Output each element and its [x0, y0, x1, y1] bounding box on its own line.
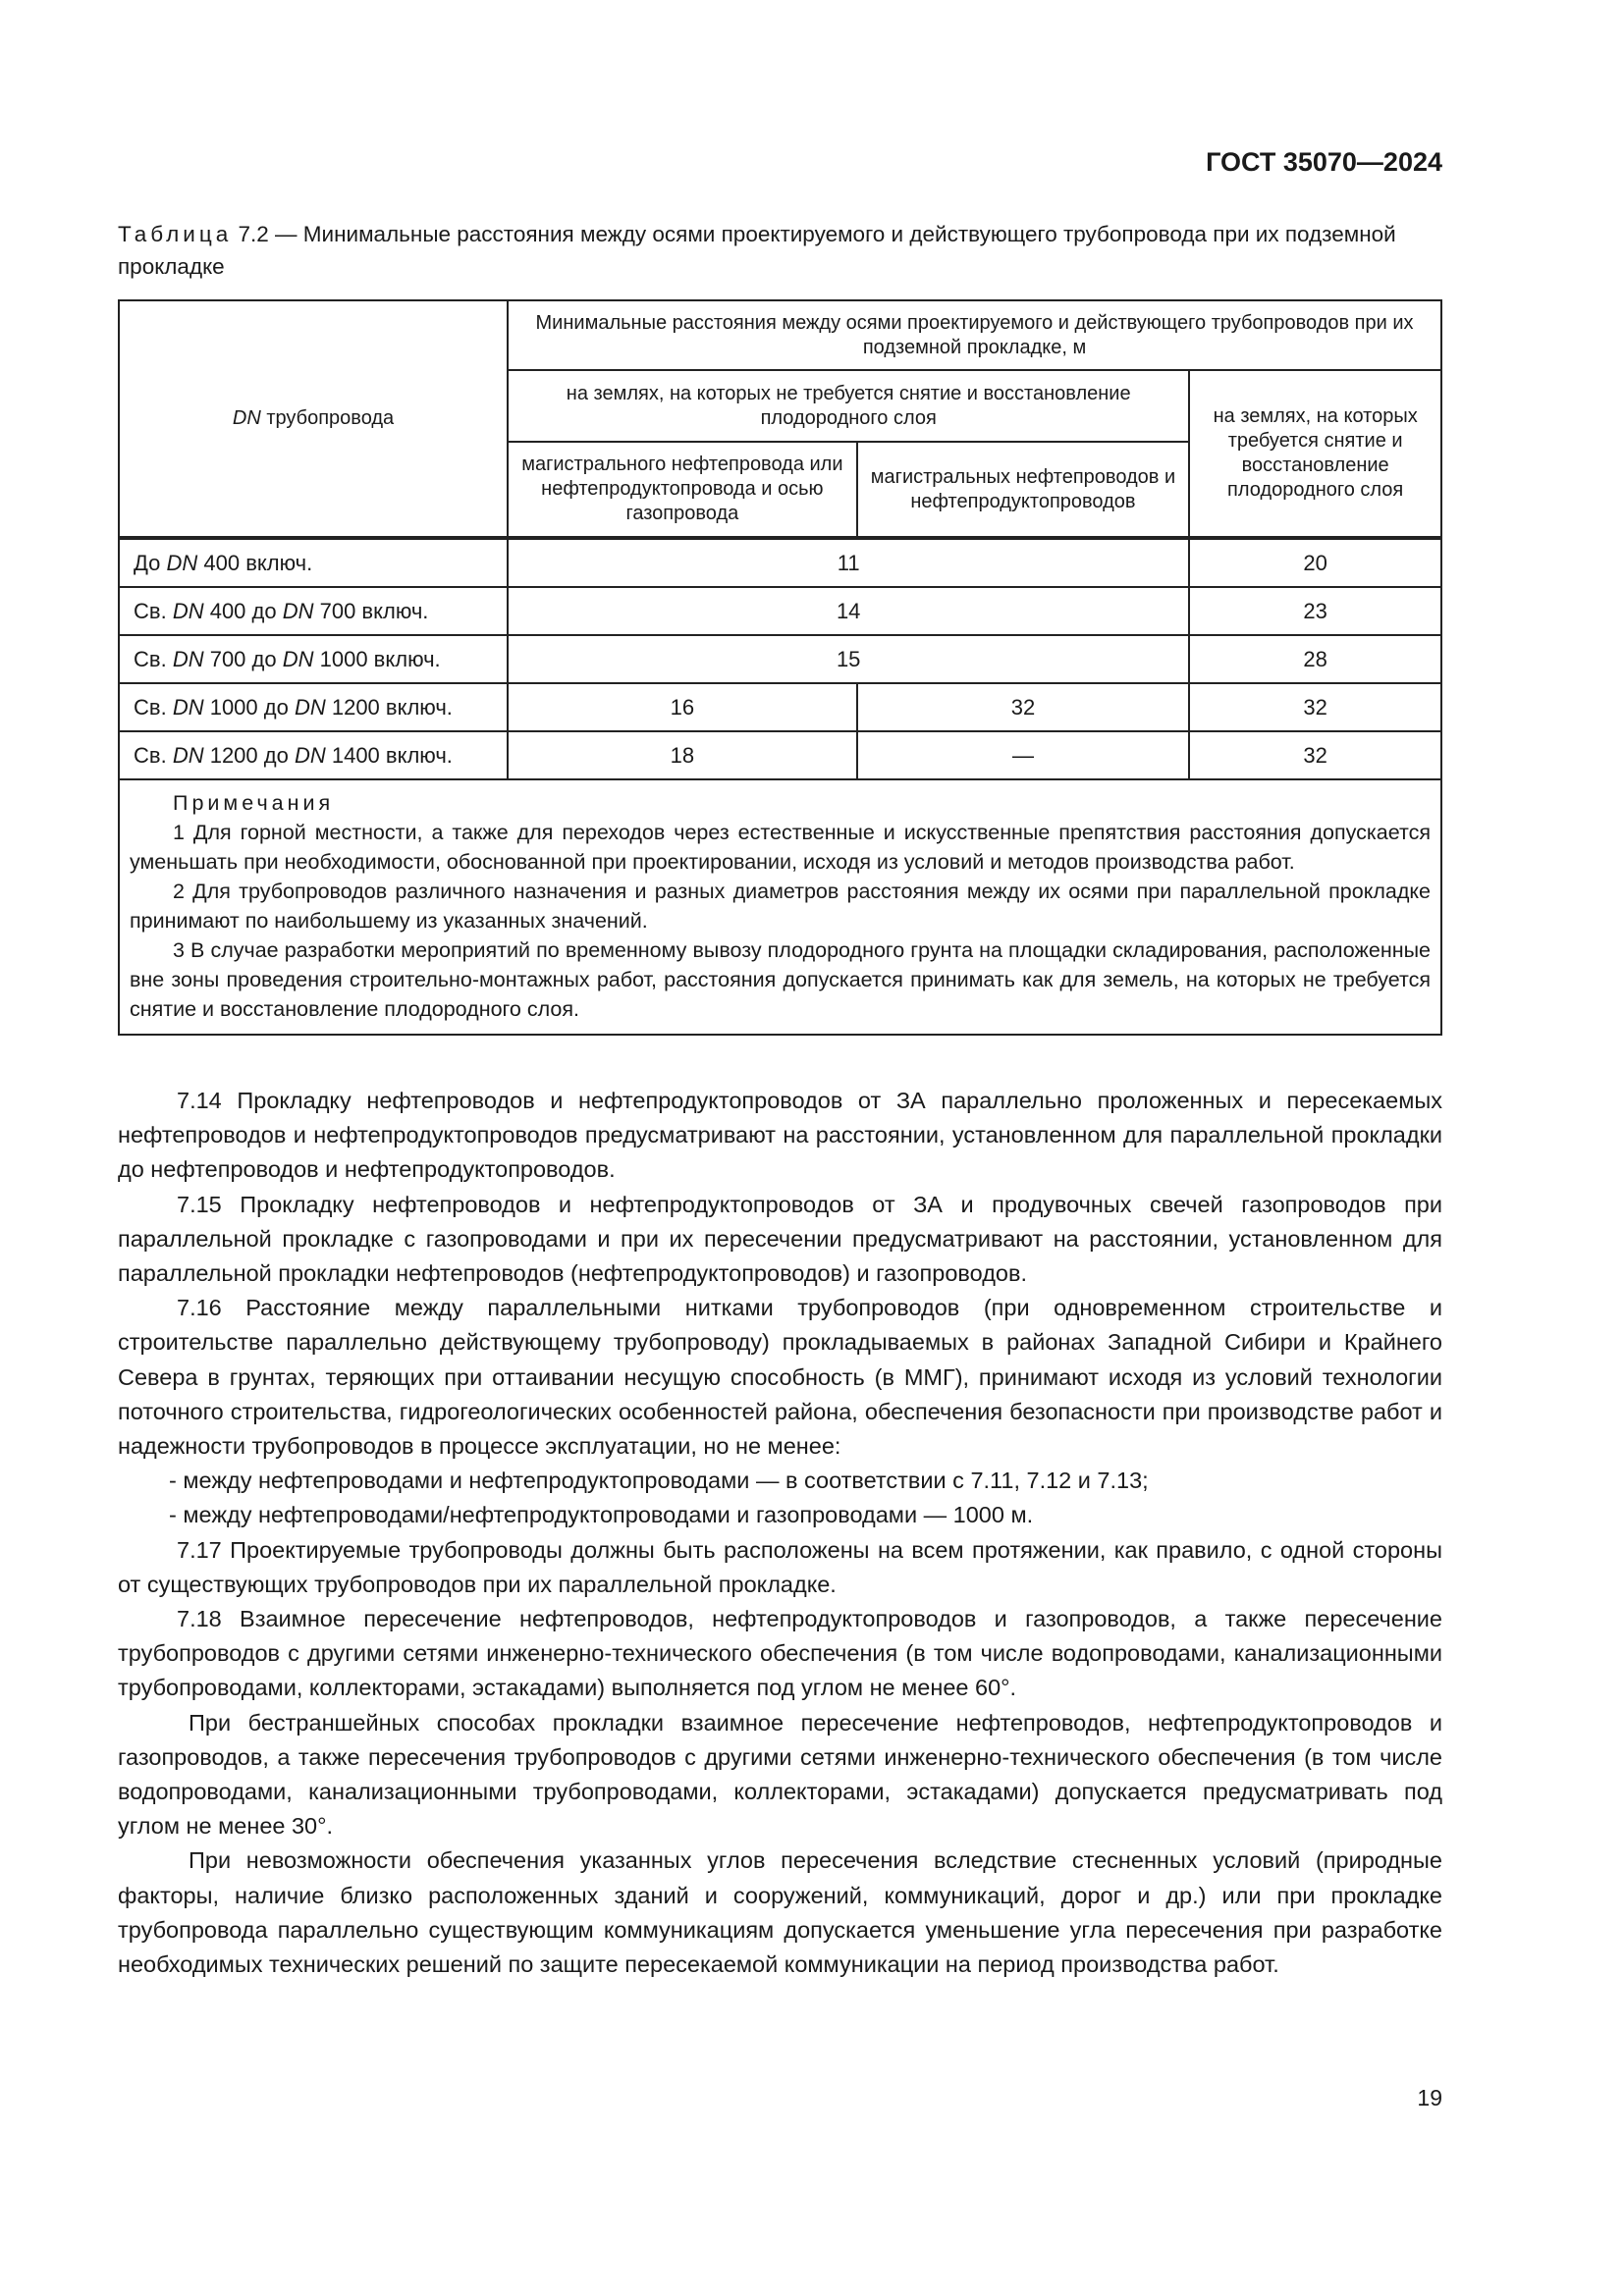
clause-7-18: 7.18 Взаимное пересечение нефтепроводов, нефтепродуктопроводов и газопроводов, а также пересечение трубопроводов с другими сетями инженерно-технического обеспечения (в том числе водопроводами, канализационными трубопроводами, коллекторами, эстакадами) выполняется под углом не менее 60°.: [118, 1606, 1442, 1701]
range-text: До: [134, 551, 167, 575]
dn-italic: DN: [232, 407, 261, 429]
dn-header-text: трубопровода: [260, 407, 395, 429]
distance-no-removal: 11: [508, 538, 1189, 587]
distance-no-removal: 15: [508, 635, 1189, 683]
range-text: 1000 включ.: [313, 647, 441, 671]
dn-italic: DN: [282, 647, 314, 671]
range-text: Св.: [134, 743, 173, 768]
dn-italic: DN: [172, 695, 204, 720]
range-text: 1200 включ.: [325, 695, 453, 720]
body-text: [118, 1084, 1442, 1982]
dn-italic: DN: [294, 743, 326, 768]
distance-table: [118, 299, 1442, 1036]
clause-7-17: 7.17 Проектируемые трубопроводы должны быть расположены на всем протяжении, как правило, с одной стороны от существующих трубопроводов при их параллельной прокладке.: [118, 1536, 1442, 1597]
paragraph: При невозможности обеспечения указанных углов пересечения вследствие стесненных условий (природные факторы, наличие близко расположенных зданий и сооружений, коммуникаций, дорог и др.) или при прокладке трубопровода параллельно существующим коммуникациям допускается уменьшение угла пересечения при разработке необходимых технических решений по защите пересекаемой коммуникации на период производства работ.: [118, 1847, 1442, 1978]
dn-italic: DN: [282, 599, 314, 623]
range-text: 1200 до: [203, 743, 295, 768]
table-caption: [118, 218, 1442, 283]
clause-7-14: 7.14 Прокладку нефтепроводов и нефтепродуктопроводов от ЗА параллельно проложенных и пересекаемых нефтепроводов и нефтепродуктопроводов предусматривают на расстоянии, установленном для параллельной прокладки до нефтепроводов и нефтепродуктопроводов.: [118, 1088, 1442, 1183]
dn-italic: DN: [294, 695, 326, 720]
dn-range: [119, 538, 508, 587]
table-caption-label: Таблица: [118, 222, 233, 246]
distance-removal: 32: [1189, 731, 1441, 779]
table-row: [119, 635, 1441, 683]
header-main-oil: магистрального нефтепровода или нефтепродуктопровода и осью газопровода: [508, 442, 857, 538]
distance-removal: 23: [1189, 587, 1441, 635]
dn-italic: DN: [172, 743, 204, 768]
distance-main-oils: —: [857, 731, 1190, 779]
range-text: Св.: [134, 599, 173, 623]
table-notes: [119, 779, 1441, 1035]
range-text: 400 включ.: [197, 551, 313, 575]
range-text: 1400 включ.: [325, 743, 453, 768]
distance-main-oil: 18: [508, 731, 857, 779]
dn-range: [119, 683, 508, 731]
header-group: Минимальные расстояния между осями проектируемого и действующего трубопроводов при их подземной прокладке, м: [508, 300, 1441, 370]
range-text: 1000 до: [203, 695, 295, 720]
header-no-removal: на землях, на которых не требуется снятие и восстановление плодородного слоя: [508, 370, 1189, 442]
dn-italic: DN: [172, 647, 204, 671]
table-row: [119, 731, 1441, 779]
table-row: [119, 538, 1441, 587]
clause-7-16: 7.16 Расстояние между параллельными нитками трубопроводов (при одновременном строительстве и строительстве параллельно действующему трубопроводу) прокладываемых в районах Западной Сибири и Крайнего Севера в грунтах, теряющих при оттаивании несущую способность (в ММГ), принимают исходя из условий технологии поточного строительства, гидрогеологических особенностей района, обеспечения безопасности при производстве работ и надежности трубопроводов в процессе эксплуатации, но не менее:: [118, 1295, 1442, 1460]
dn-italic: DN: [172, 599, 204, 623]
range-text: Св.: [134, 695, 173, 720]
list-item: - между нефтепроводами и нефтепродуктопроводами — в соответствии с 7.11, 7.12 и 7.13;: [169, 1468, 1149, 1494]
header-removal: на землях, на которых требуется снятие и восстановление плодородного слоя: [1189, 370, 1441, 538]
table-row: [119, 587, 1441, 635]
header-dn: [119, 300, 508, 538]
distance-main-oil: 16: [508, 683, 857, 731]
note-3: 3 В случае разработки мероприятий по временному вывозу плодородного грунта на площадки складирования, расположенные вне зоны проведения строительно-монтажных работ, расстояния допускается принимать как для земель, на которых не требуется снятие и восстановление плодородного слоя.: [130, 938, 1431, 1021]
table-row: [119, 683, 1441, 731]
list-item: - между нефтепроводами/нефтепродуктопроводами и газопроводами — 1000 м.: [169, 1502, 1034, 1528]
note-1: 1 Для горной местности, а также для переходов через естественные и искусственные препятствия расстояния допускается уменьшать при необходимости, обоснованной при проектировании, исходя из условий и методов производства работ.: [130, 821, 1431, 874]
range-text: Св.: [134, 647, 173, 671]
distance-no-removal: 14: [508, 587, 1189, 635]
note-2: 2 Для трубопроводов различного назначения и разных диаметров расстояния между их осями при параллельной прокладке принимают по наибольшему из указанных значений.: [130, 880, 1431, 933]
range-text: 700 до: [203, 647, 283, 671]
distance-removal: 32: [1189, 683, 1441, 731]
range-text: 400 до: [203, 599, 283, 623]
table-caption-text: 7.2 — Минимальные расстояния между осями проектируемого и действующего трубопровода при их подземной прокладке: [118, 222, 1396, 279]
range-text: 700 включ.: [313, 599, 429, 623]
header-main-oils: магистральных нефтепроводов и нефтепродуктопроводов: [857, 442, 1190, 538]
dn-range: [119, 635, 508, 683]
document-designation: ГОСТ 35070—2024: [1206, 147, 1442, 177]
page-number: 19: [1417, 2085, 1442, 2110]
dn-range: [119, 587, 508, 635]
distance-removal: 28: [1189, 635, 1441, 683]
notes-title: Примечания: [173, 791, 335, 815]
dn-italic: DN: [166, 551, 198, 575]
clause-7-15: 7.15 Прокладку нефтепроводов и нефтепродуктопроводов от ЗА и продувочных свечей газопроводов при параллельной прокладке с газопроводами и при их пересечении предусматривают на расстоянии, установленном для параллельной прокладки нефтепроводов (нефтепродуктопроводов) и газопроводов.: [118, 1191, 1442, 1287]
dn-range: [119, 731, 508, 779]
distance-main-oils: 32: [857, 683, 1190, 731]
paragraph: При бестраншейных способах прокладки взаимное пересечение нефтепроводов, нефтепродуктопроводов и газопроводов, а также пересечения трубопроводов с другими сетями инженерно-технического обеспечения (в том числе водопроводами, канализационными трубопроводами, коллекторами, эстакадами) допускается предусматривать под углом не менее 30°.: [118, 1709, 1442, 1840]
distance-removal: 20: [1189, 538, 1441, 587]
